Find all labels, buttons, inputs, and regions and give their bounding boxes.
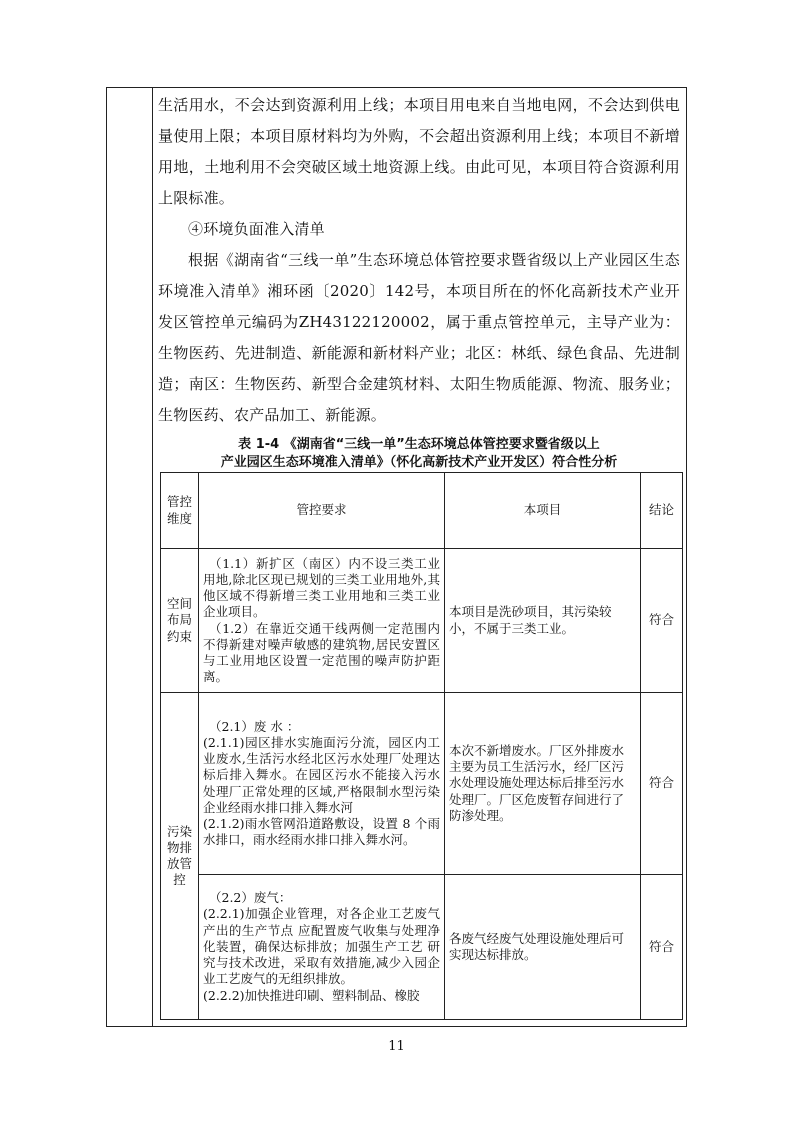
heading-negative-list: ④环境负面准入清单: [188, 220, 325, 238]
compliance-table: [160, 472, 683, 1020]
header-project: 本项目: [445, 473, 641, 549]
conclusion-cell: 符合: [641, 549, 683, 693]
requirement-item: (2.2.1)加强企业管理，对各企业工艺废气产出的生产节点 应配置废气收集与处理净化装置，确保达标排放；加强生产工艺 研究与技术改进，采取有效措施,减少入园企业工艺废气的无组织排放。: [203, 906, 440, 987]
dimension-pollutant-discharge: 污染物排放管控: [161, 693, 199, 1020]
requirement-cell: [199, 693, 445, 875]
requirement-item: （1.1）新扩区（南区）内不设三类工业用地,除北区现已规划的三类工业用地外,其他区域不得新增三类工业用地和三类工业企业项目。: [203, 555, 440, 620]
page-number: 11: [388, 1039, 405, 1054]
table-caption-line1: 表 1-4 《湖南省“三线一单”生态环境总体管控要求暨省级以上: [238, 437, 600, 452]
outer-frame-divider: [152, 87, 153, 1027]
header-requirement: 管控要求: [199, 473, 445, 549]
conclusion-cell: 符合: [641, 875, 683, 1020]
requirement-item: （2.2）废气：: [209, 890, 292, 906]
requirement-item: (2.1.2)雨水管网沿道路敷设，设置 8 个雨水排口，雨水经雨水排口排入舞水河。: [203, 815, 440, 848]
project-cell: 本项目是洗砂项目，其污染较小，不属于三类工业。: [445, 549, 641, 693]
requirement-cell: [199, 875, 445, 1020]
header-dimension: 管控维度: [161, 473, 199, 549]
dimension-spatial-layout: 空间布局约束: [161, 549, 199, 693]
table-caption-line2: 产业园区生态环境准入清单》（怀化高新技术产业开发区）符合性分析: [220, 455, 618, 470]
requirement-cell: [199, 549, 445, 693]
paragraph-negative-list: 根据《湖南省“三线一单”生态环境总体管控要求暨省级以上产业园区生态环境准入清单》湘环函〔2020〕142号，本项目所在的怀化高新技术产业开发区管控单元编码为ZH43122120002，属于重点管控单元，主导产业为：生物医药、先进制造、新能源和新材料产业；北区：林纸、绿色食品、先进制造；南区：生物医药、新型合金建筑材料、太阳生物质能源、物流、服务业；生物医药、农产品加工、新能源。: [158, 251, 680, 424]
requirement-item: （2.1）废 水 ：: [209, 718, 300, 734]
requirement-item: (2.2.2)加快推进印刷、塑料制品、橡胶: [203, 987, 420, 1003]
requirement-item: （1.2）在靠近交通干线两侧一定范围内不得新建对噪声敏感的建筑物,居民安置区与工业用地区设置一定范围的噪声防护距离。: [203, 620, 440, 685]
conclusion-cell: 符合: [641, 693, 683, 875]
table-row: [161, 549, 683, 693]
table-row: [161, 875, 683, 1020]
paragraph-resource-limit: 生活用水，不会达到资源利用上线；本项目用电来自当地电网，不会达到供电量使用上限；本项目原材料均为外购，不会超出资源利用上线；本项目不新增用地，土地利用不会突破区域土地资源上线。由此可见，本项目符合资源利用上限标准。: [158, 96, 680, 207]
project-cell: 各废气经废气处理设施处理后可实现达标排放。: [445, 875, 641, 1020]
requirement-item: (2.1.1)园区排水实施面污分流，园区内工业废水,生活污水经北区污水处理厂处理达标后排入舞水。在园区污水不能接入污水处理厂正常处理的区域,严格限制水型污染企业经雨水排口排入舞水河: [203, 734, 440, 815]
table-header-row: [161, 473, 683, 549]
header-conclusion: 结论: [641, 473, 683, 549]
table-row: [161, 693, 683, 875]
project-cell: 本次不新增废水。厂区外排废水主要为员工生活污水，经厂区污水处理设施处理达标后排至污水处理厂。厂区危废暂存间进行了防渗处理。: [445, 693, 641, 875]
